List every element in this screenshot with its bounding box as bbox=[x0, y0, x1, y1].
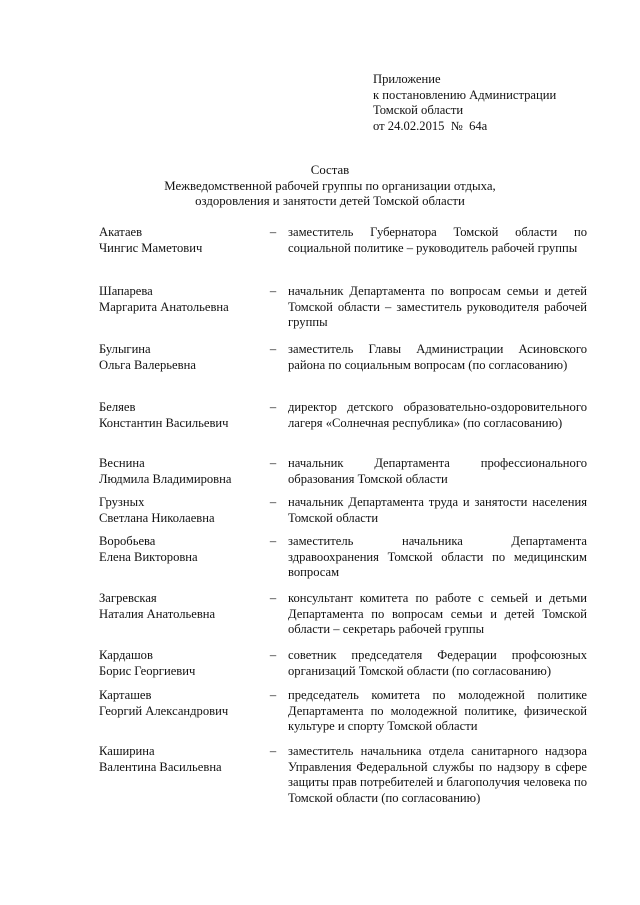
member-surname: Грузных bbox=[99, 495, 145, 509]
member-given-name: Ольга Валерьевна bbox=[99, 357, 196, 372]
member-dash: – bbox=[269, 400, 277, 414]
member-given-name: Константин Васильевич bbox=[99, 415, 229, 430]
member-given-name: Людмила Владимировна bbox=[99, 471, 232, 486]
member-name bbox=[99, 342, 269, 373]
member-dash: – bbox=[269, 648, 277, 662]
member-dash: – bbox=[269, 591, 277, 605]
appendix-line: Томской области bbox=[373, 103, 464, 117]
member-name bbox=[99, 495, 269, 526]
member-dash: – bbox=[269, 342, 277, 356]
member-given-name: Маргарита Анатольевна bbox=[99, 299, 229, 314]
member-name bbox=[99, 534, 269, 565]
member-role: заместитель Губернатора Томской области по социальной политике – руководитель рабочей группы bbox=[288, 225, 587, 255]
member-role: консультант комитета по работе с семьей и детьми Департамента по вопросам семьи и детей Томской области – секретарь рабочей группы bbox=[288, 591, 587, 637]
member-name bbox=[99, 456, 269, 487]
member-name bbox=[99, 225, 269, 256]
member-surname: Кардашов bbox=[99, 648, 153, 662]
member-role: заместитель Главы Администрации Асиновского района по социальным вопросам (по согласованию) bbox=[288, 342, 587, 372]
member-surname: Загревская bbox=[99, 591, 157, 605]
member-dash: – bbox=[269, 456, 277, 470]
member-surname: Беляев bbox=[99, 400, 136, 414]
appendix-header bbox=[373, 72, 556, 134]
member-name bbox=[99, 284, 269, 315]
member-surname: Веснина bbox=[99, 456, 145, 470]
member-dash: – bbox=[269, 534, 277, 548]
member-dash: – bbox=[269, 744, 277, 758]
title-line: Состав bbox=[310, 163, 350, 177]
appendix-date-number: от 24.02.2015 № 64а bbox=[373, 118, 488, 133]
member-name bbox=[99, 744, 269, 775]
member-surname: Воробьева bbox=[99, 534, 156, 548]
title-line: Межведомственной рабочей группы по организации отдыха, bbox=[164, 178, 496, 193]
member-given-name: Георгий Александрович bbox=[99, 703, 229, 718]
member-role: заместитель начальника отдела санитарного надзора Управления Федеральной службы по надзору в сфере защиты прав потребителей и благополучия человека по Томской области (по согласованию) bbox=[288, 744, 587, 805]
member-given-name: Чингис Маметович bbox=[99, 240, 203, 255]
member-name bbox=[99, 400, 269, 431]
member-dash: – bbox=[269, 225, 277, 239]
member-dash: – bbox=[269, 284, 277, 298]
member-dash: – bbox=[269, 495, 277, 509]
document-title bbox=[100, 163, 560, 210]
member-role: председатель комитета по молодежной политике Департамента по молодежной политике, физической культуре и спорту Томской области bbox=[288, 688, 587, 734]
member-dash: – bbox=[269, 688, 277, 702]
member-surname: Карташев bbox=[99, 688, 152, 702]
member-given-name: Валентина Васильевна bbox=[99, 759, 222, 774]
member-given-name: Наталия Анатольевна bbox=[99, 606, 216, 621]
member-role: заместитель начальника Департамента здравоохранения Томской области по медицинским вопросам bbox=[288, 534, 587, 580]
member-role: начальник Департамента по вопросам семьи и детей Томской области – заместитель руководителя рабочей группы bbox=[288, 284, 587, 330]
member-given-name: Борис Георгиевич bbox=[99, 663, 196, 678]
member-surname: Каширина bbox=[99, 744, 155, 758]
member-role: начальник Департамента профессионального образования Томской области bbox=[288, 456, 587, 486]
member-surname: Акатаев bbox=[99, 225, 143, 239]
member-given-name: Светлана Николаевна bbox=[99, 510, 215, 525]
appendix-line: Приложение bbox=[373, 72, 441, 86]
title-line: оздоровления и занятости детей Томской области bbox=[195, 194, 465, 208]
appendix-line: к постановлению Администрации bbox=[373, 87, 557, 102]
member-role: советник председателя Федерации профсоюзных организаций Томской области (по согласованию) bbox=[288, 648, 587, 678]
member-name bbox=[99, 591, 269, 622]
member-given-name: Елена Викторовна bbox=[99, 549, 198, 564]
member-name bbox=[99, 688, 269, 719]
member-role: начальник Департамента труда и занятости населения Томской области bbox=[288, 495, 587, 525]
member-surname: Шапарева bbox=[99, 284, 153, 298]
member-surname: Булыгина bbox=[99, 342, 151, 356]
member-name bbox=[99, 648, 269, 679]
member-role: директор детского образовательно-оздоровительного лагеря «Солнечная республика» (по согласованию) bbox=[288, 400, 587, 430]
